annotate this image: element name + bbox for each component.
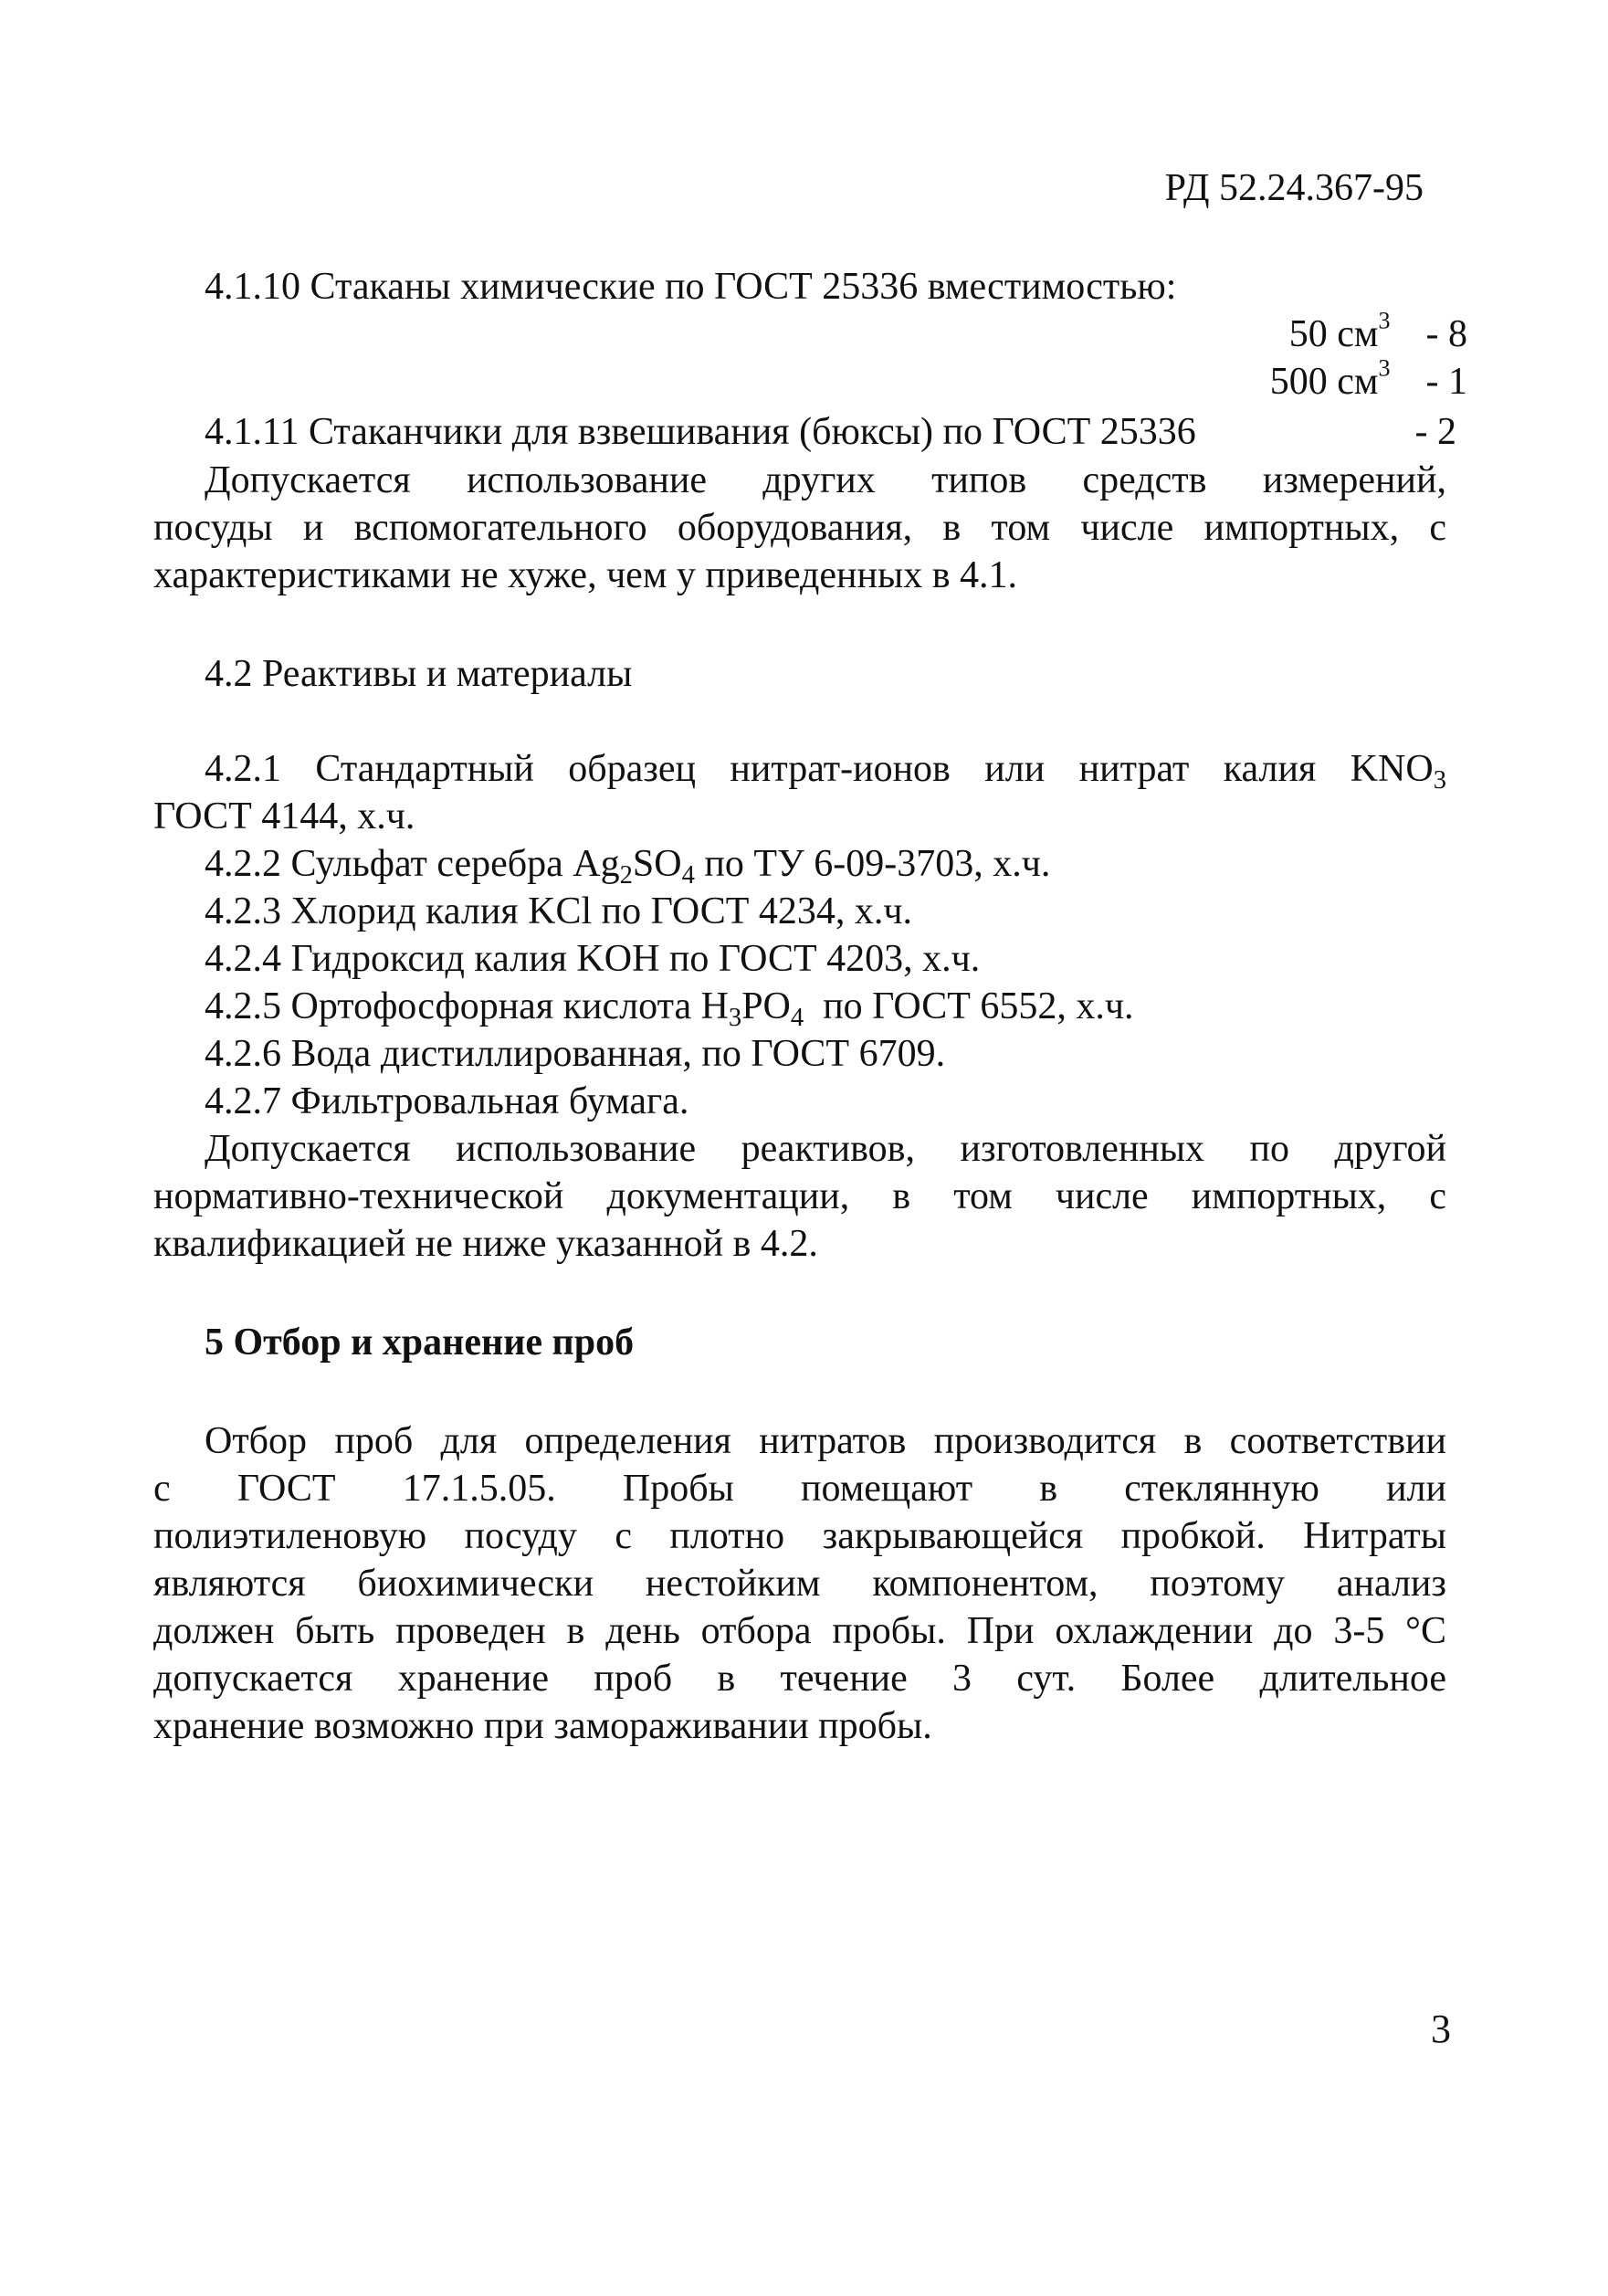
reagent-text: PO — [741, 985, 791, 1027]
reagent-text: 4.2.2 Сульфат серебра Ag — [205, 843, 620, 885]
reagent-text: по ТУ 6-09-3703, х.ч. — [694, 843, 1051, 885]
subscript: 4 — [681, 860, 695, 890]
size-volume: 50 см — [1288, 313, 1379, 355]
note-4-1-line-2: посуды и вспомогательного оборудования, в том числе импортных, с — [153, 507, 1446, 549]
size-row-50 — [1288, 307, 1467, 358]
reagent-4-2-5 — [205, 983, 1134, 1030]
note-4-2-line-3: квалификацией не ниже указанной в 4.2. — [153, 1223, 818, 1265]
size-exponent: 3 — [1378, 354, 1391, 382]
subscript: 2 — [619, 860, 633, 890]
reagent-text: 4.2.5 Ортофосфорная кислота H — [205, 985, 729, 1027]
section-4-2-title: 4.2 Реактивы и материалы — [205, 653, 633, 695]
item-4-1-11-count: - 2 — [1414, 411, 1456, 453]
size-count: - 1 — [1425, 361, 1467, 403]
section-5-line-4: являются биохимически нестойким компонентом, поэтому анализ — [153, 1563, 1446, 1605]
size-volume: 500 см — [1269, 361, 1379, 403]
subscript: 3 — [1433, 765, 1446, 795]
subscript: 4 — [790, 1003, 804, 1032]
reagent-4-2-1-line-1 — [205, 745, 1446, 793]
section-5-line-7: хранение возможно при замораживании пробы. — [153, 1705, 932, 1747]
reagent-text: SO — [632, 843, 682, 885]
reagent-4-2-2 — [205, 840, 1050, 888]
size-row-500 — [1269, 354, 1467, 405]
size-exponent: 3 — [1378, 307, 1391, 334]
page-number: 3 — [1431, 2006, 1451, 2051]
section-5-line-2: с ГОСТ 17.1.5.05. Пробы помещают в стеклянную или — [153, 1468, 1446, 1510]
note-4-2-line-1: Допускается использование реактивов, изготовленных по другой — [205, 1128, 1446, 1170]
reagent-4-2-1-line-2: ГОСТ 4144, х.ч. — [153, 795, 415, 837]
reagent-4-2-4: 4.2.4 Гидроксид калия KOH по ГОСТ 4203, х.ч. — [205, 938, 981, 980]
section-5-line-1: Отбор проб для определения нитратов производится в соответствии — [205, 1420, 1446, 1462]
document-code: РД 52.24.367-95 — [1164, 167, 1424, 209]
reagent-4-2-6: 4.2.6 Вода дистиллированная, по ГОСТ 6709. — [205, 1033, 946, 1075]
subscript: 3 — [728, 1003, 742, 1032]
size-count: - 8 — [1425, 313, 1467, 355]
reagent-4-2-3: 4.2.3 Хлорид калия KCl по ГОСТ 4234, х.ч. — [205, 890, 913, 932]
section-5-line-6: допускается хранение проб в течение 3 сут. Более длительное — [153, 1658, 1446, 1700]
reagent-text: по ГОСТ 6552, х.ч. — [804, 985, 1134, 1027]
section-5-line-5: должен быть проведен в день отбора пробы. При охлаждении до 3-5 °С — [153, 1610, 1446, 1652]
reagent-4-2-7: 4.2.7 Фильтровальная бумага. — [205, 1080, 689, 1122]
reagent-4-2-1-text: 4.2.1 Стандартный образец нитрат-ионов или нитрат калия KNO — [205, 748, 1434, 790]
section-5-title: 5 Отбор и хранение проб — [205, 1322, 635, 1364]
item-4-1-10: 4.1.10 Стаканы химические по ГОСТ 25336 вместимостью: — [205, 266, 1177, 308]
section-5-line-3: полиэтиленовую посуду с плотно закрывающейся пробкой. Нитраты — [153, 1515, 1446, 1557]
note-4-1-line-3: характеристиками не хуже, чем у приведенных в 4.1. — [153, 554, 1018, 596]
note-4-2-line-2: нормативно-технической документации, в том числе импортных, с — [153, 1175, 1446, 1217]
item-4-1-11: 4.1.11 Стаканчики для взвешивания (бюксы) по ГОСТ 25336 — [205, 411, 1196, 453]
note-4-1-line-1: Допускается использование других типов средств измерений, — [205, 459, 1446, 501]
